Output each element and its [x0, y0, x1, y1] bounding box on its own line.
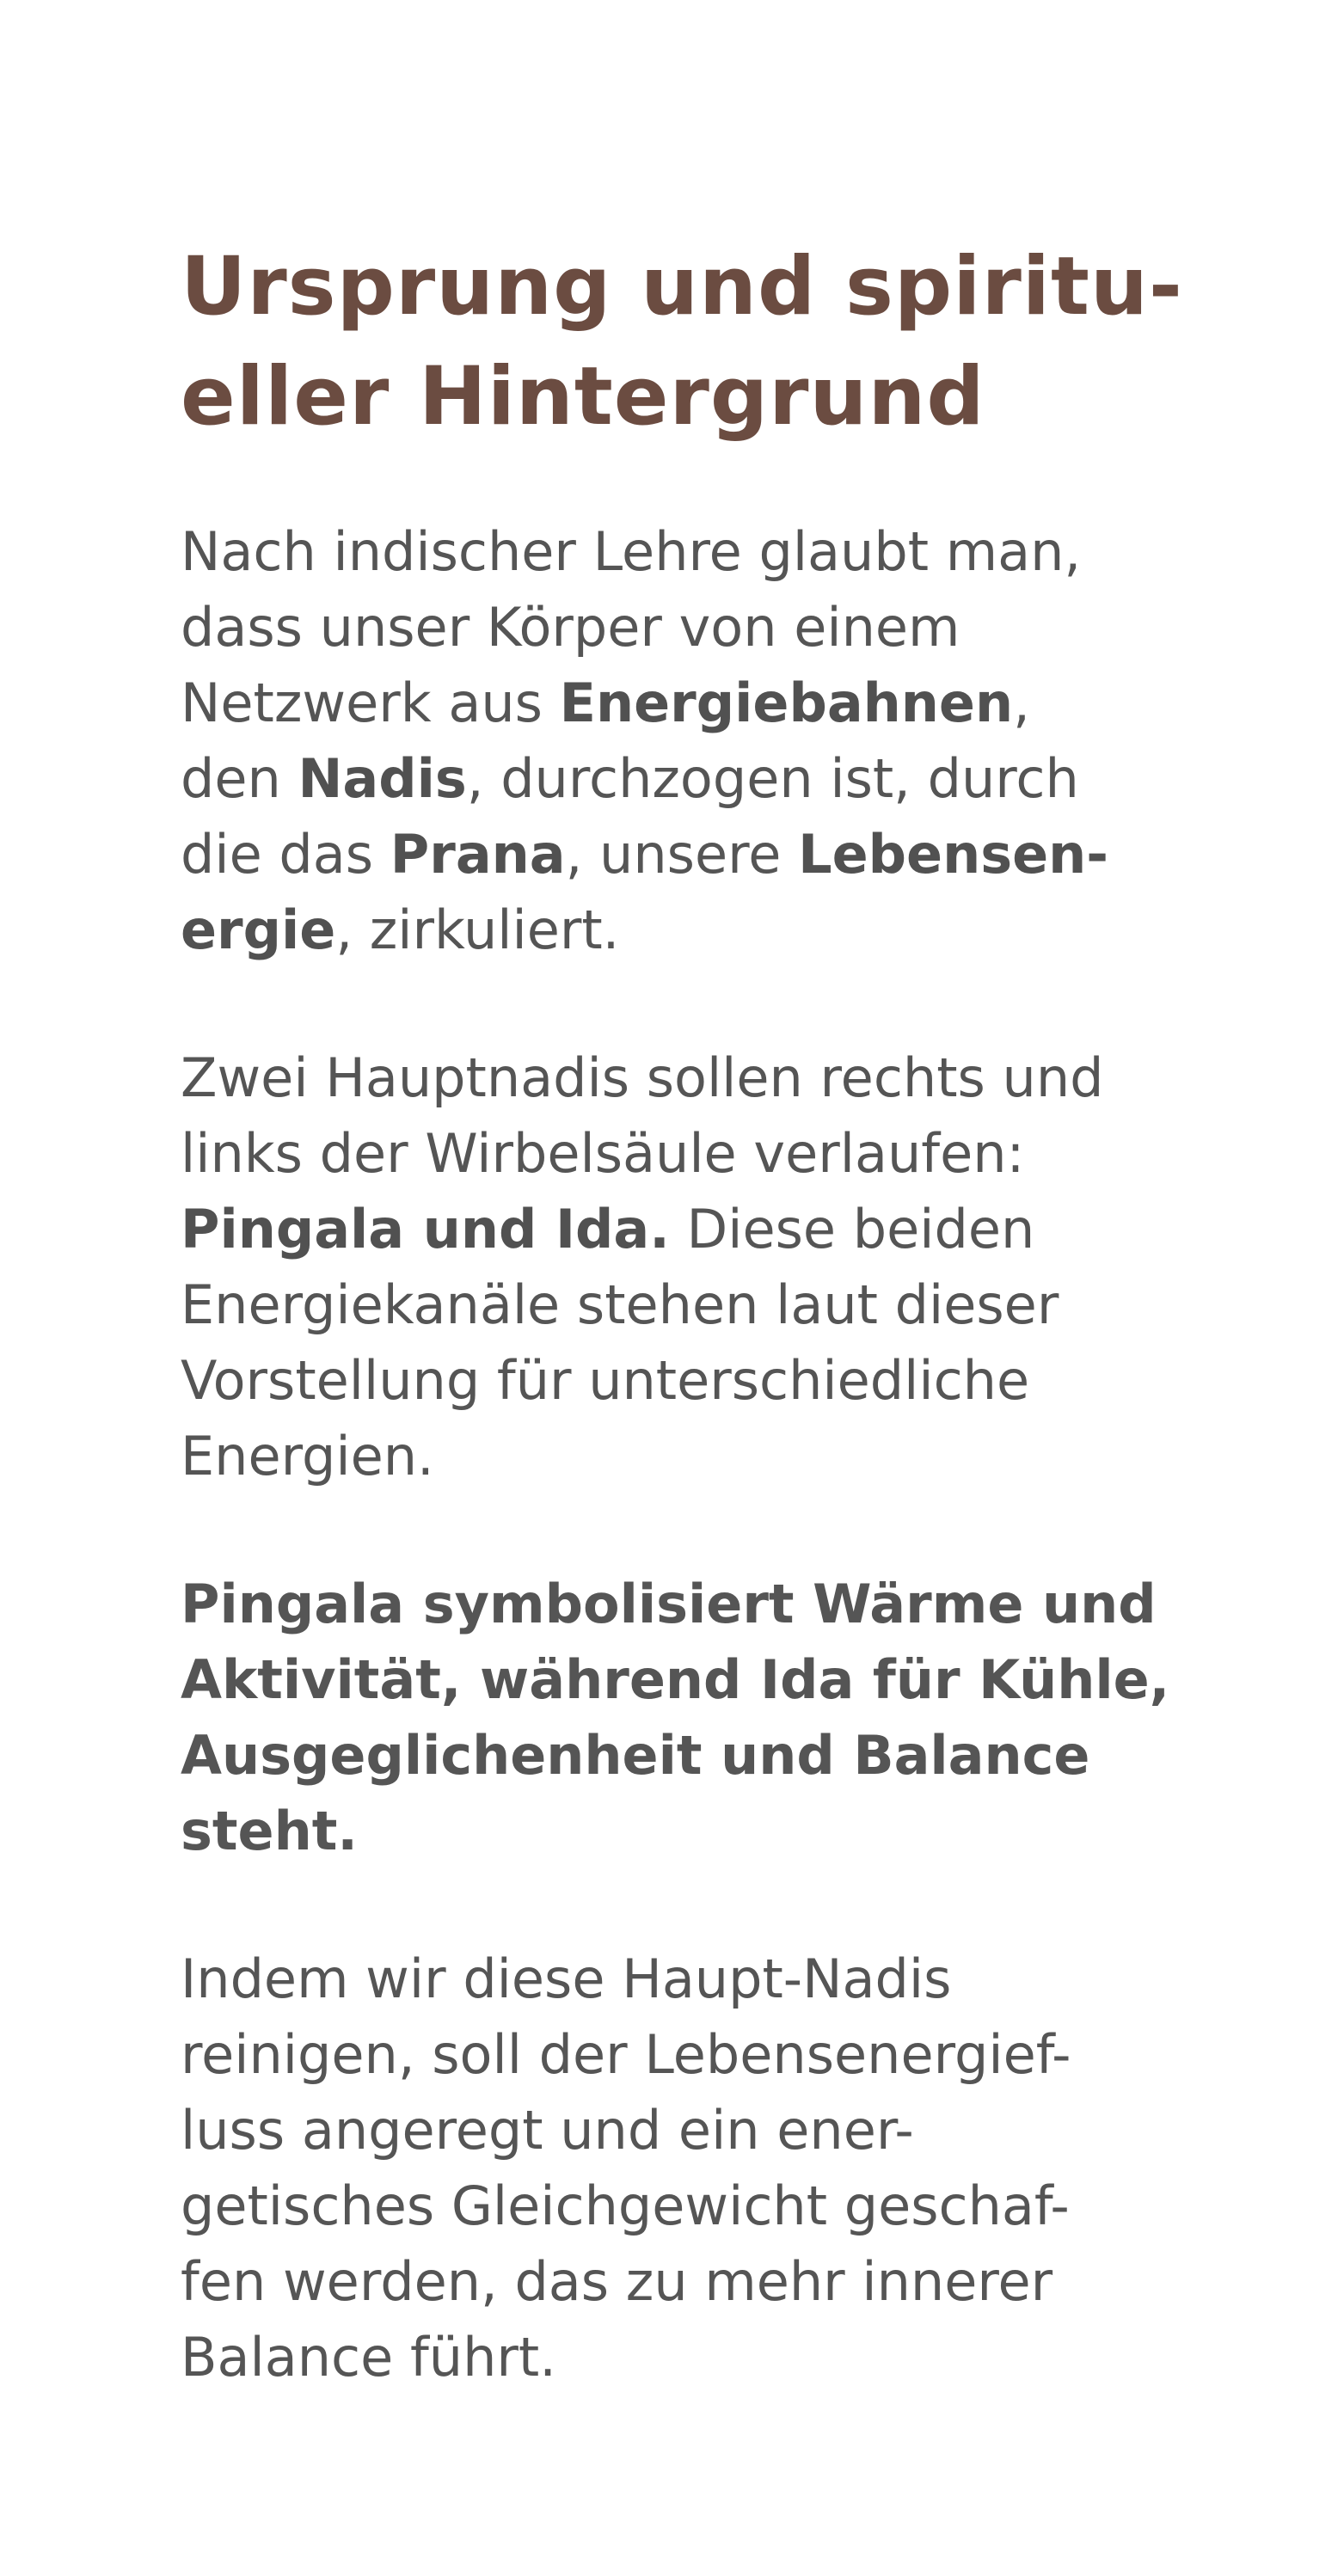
paragraph-main-nadis: [181, 1040, 1212, 1494]
text-line: Energien.: [181, 1425, 434, 1487]
text-line: Pingala symbolisiert Wärme und: [181, 1573, 1157, 1635]
text-line: dass unser Körper von einem: [181, 596, 960, 659]
paragraph-energy-channels: [181, 514, 1212, 968]
text-fragment: , durchzogen ist, durch: [466, 747, 1079, 810]
text-fragment: den: [181, 747, 298, 810]
article-content: [181, 232, 1212, 2395]
bold-term-pingala-ida: Pingala und Ida.: [181, 1198, 670, 1260]
text-fragment: ,: [1013, 672, 1030, 734]
bold-term-prana: Prana: [390, 823, 566, 886]
text-line: [181, 1192, 1212, 1267]
text-fragment: Diese beiden: [669, 1198, 1035, 1260]
text-line: fen werden, das zu mehr innerer: [181, 2250, 1053, 2313]
text-line: Aktivität, während Ida für Kühle,: [181, 1648, 1170, 1711]
text-line: getisches Gleichgewicht geschaf-: [181, 2174, 1070, 2237]
title-line: Ursprung und spiritu-: [181, 240, 1183, 334]
text-line: links der Wirbelsäule verlaufen:: [181, 1122, 1025, 1185]
text-line: Balance führt.: [181, 2326, 556, 2389]
text-line: [181, 741, 1212, 817]
bold-term-lebensenergie: Lebensen-: [798, 823, 1109, 886]
text-line: Ausgeglichenheit und Balance: [181, 1724, 1090, 1787]
text-line: steht.: [181, 1800, 358, 1862]
text-fragment: Netzwerk aus: [181, 672, 560, 734]
text-fragment: die das: [181, 823, 390, 886]
text-fragment: , unsere: [565, 823, 799, 886]
bold-term-nadis: Nadis: [298, 747, 467, 810]
paragraph-pingala-ida-symbolism: [181, 1567, 1212, 1869]
text-line: [181, 665, 1212, 741]
bold-term-lebensenergie-cont: ergie: [181, 899, 336, 961]
text-line: [181, 892, 1212, 968]
title-line: eller Hintergrund: [181, 350, 985, 444]
text-line: Nach indischer Lehre glaubt man,: [181, 520, 1082, 583]
text-line: Indem wir diese Haupt-Nadis: [181, 1947, 952, 2010]
text-line: Vorstellung für unterschiedliche: [181, 1349, 1030, 1412]
paragraph-cleansing: [181, 1941, 1212, 2395]
text-line: reinigen, soll der Lebensenergief-: [181, 2023, 1071, 2086]
text-line: Energiekanäle stehen laut dieser: [181, 1273, 1059, 1336]
bold-term-energiebahnen: Energiebahnen: [559, 672, 1014, 734]
text-line: luss angeregt und ein ener-: [181, 2099, 914, 2162]
text-line: [181, 817, 1212, 892]
text-line: Zwei Hauptnadis sollen rechts und: [181, 1046, 1104, 1109]
text-fragment: , zirkuliert.: [335, 899, 620, 961]
page-title: [181, 232, 1212, 452]
